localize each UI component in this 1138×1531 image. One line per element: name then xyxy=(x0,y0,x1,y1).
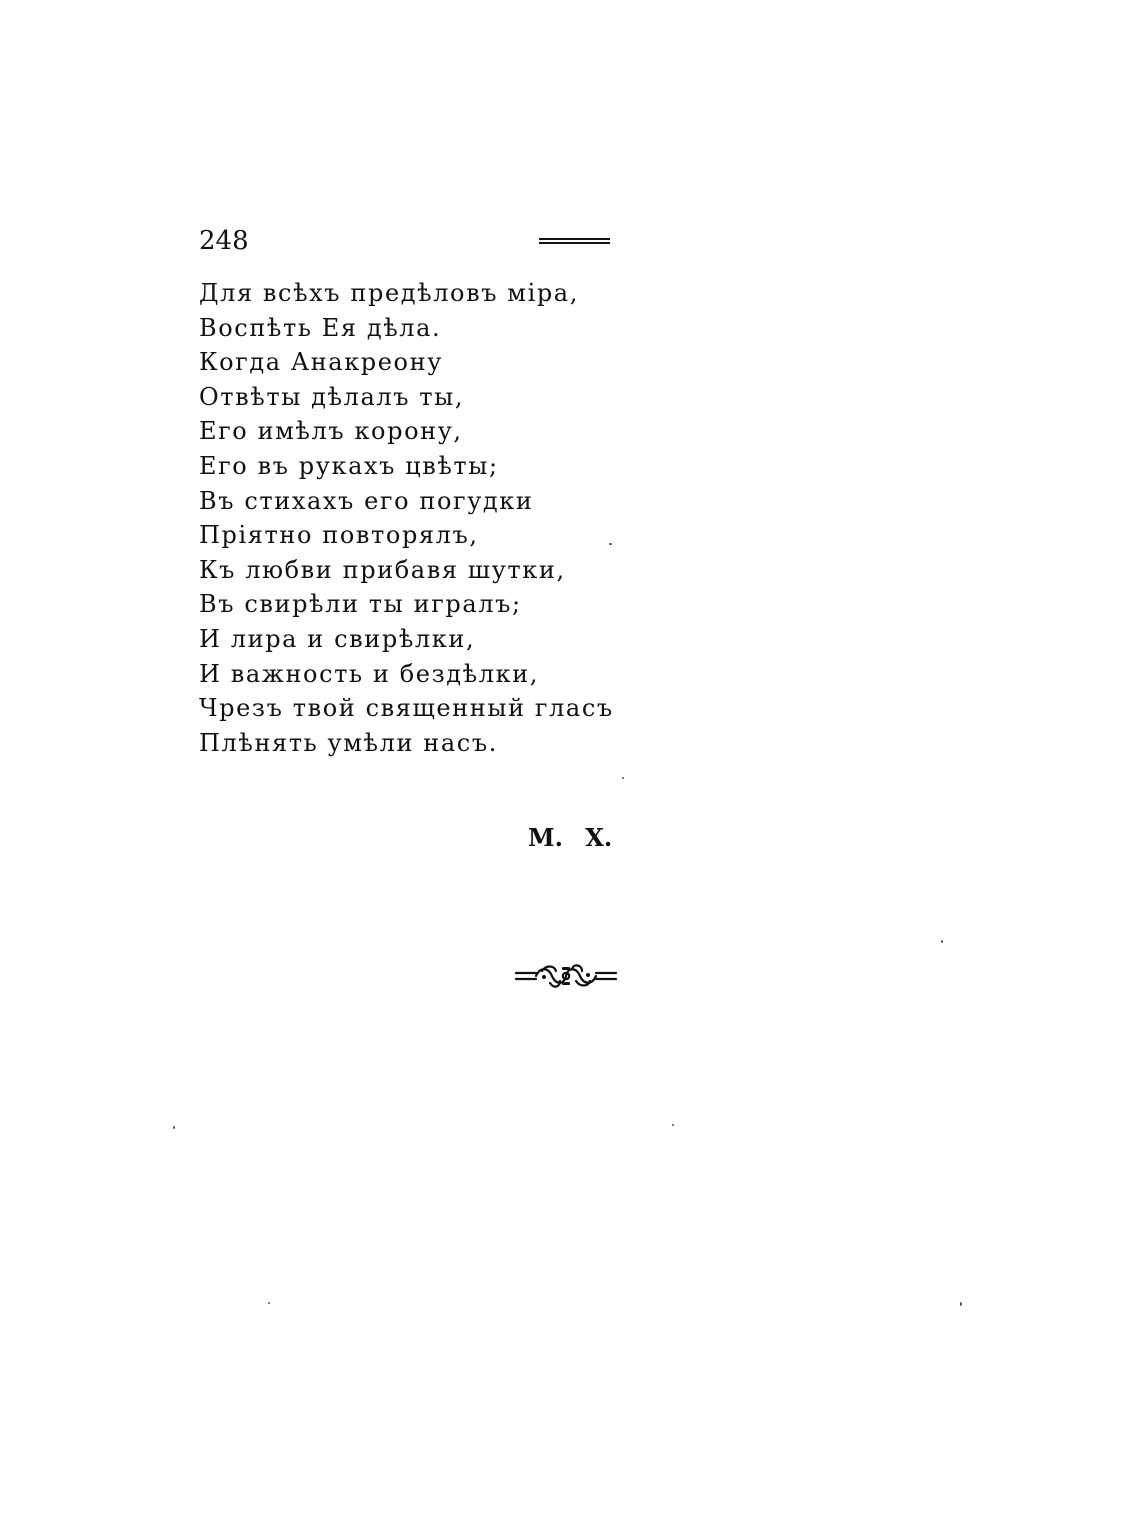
header-rule xyxy=(539,238,610,248)
paper-speck xyxy=(268,1302,270,1304)
poem-line: Для всѣхъ предѣловъ міра, xyxy=(199,279,579,307)
poem-text xyxy=(199,276,614,760)
poem-line: И важность и бездѣлки, xyxy=(199,659,540,688)
paper-speck xyxy=(609,543,612,545)
page-number: 248 xyxy=(199,226,249,256)
poem-line: Плѣнять умѣли насъ. xyxy=(199,728,498,757)
poem-line: И лира и свирѣлки, xyxy=(199,624,476,653)
poem-line: Къ любви прибавя шутки, xyxy=(199,555,566,584)
poem-line: Чрезъ твой священный гласъ xyxy=(199,694,614,723)
paper-speck xyxy=(622,777,624,779)
poem-line: Отвѣты дѣлалъ ты, xyxy=(199,382,465,411)
paper-speck xyxy=(941,940,943,943)
paper-speck xyxy=(672,1124,674,1126)
ornament-tailpiece xyxy=(514,963,618,989)
poem-line: Воспѣть Ея дѣла. xyxy=(199,313,442,342)
poem-line: Его въ рукахъ цвѣты; xyxy=(199,451,499,480)
poem-line: Его имѣлъ корону, xyxy=(199,417,463,446)
poem-line: Въ свирѣли ты игралъ; xyxy=(199,590,522,619)
paper-speck xyxy=(173,1126,175,1129)
poem-line: Въ стихахъ его погудки xyxy=(199,486,534,515)
author-signature: М. Х. xyxy=(528,823,613,852)
paper-speck xyxy=(960,1302,962,1306)
poem-line: Пріятно повторялъ, xyxy=(199,521,479,550)
poem-line: Когда Анакреону xyxy=(199,348,443,377)
